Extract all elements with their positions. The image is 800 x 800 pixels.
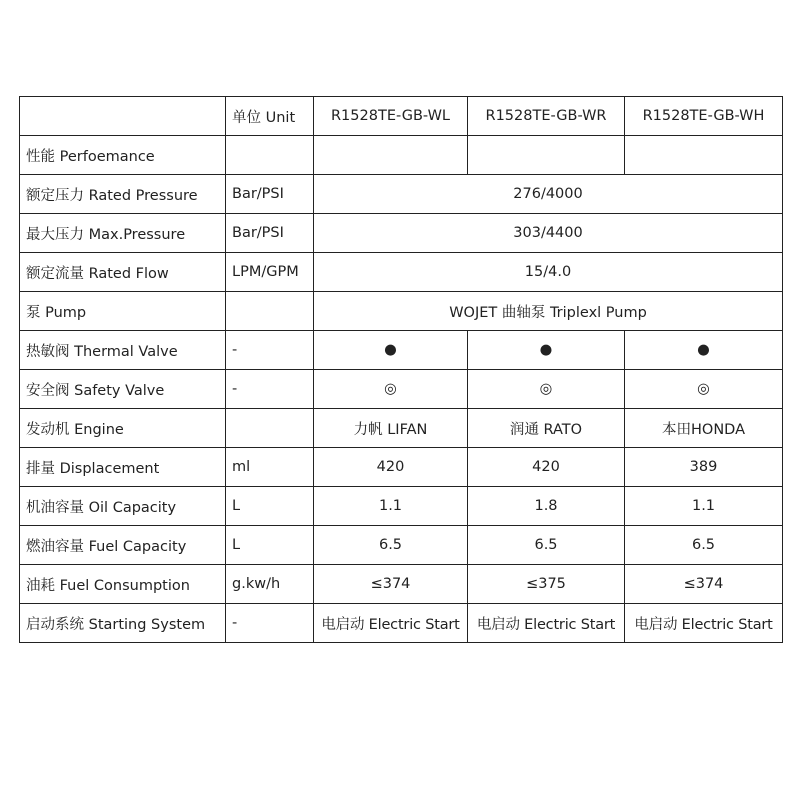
row-unit — [226, 409, 314, 448]
row-unit: - — [226, 331, 314, 370]
row-unit: Bar/PSI — [226, 175, 314, 214]
merged-value-cell: 276/4000 — [314, 175, 783, 214]
filled-dot-icon: ● — [468, 331, 625, 370]
model-header-wr: R1528TE-GB-WR — [468, 97, 625, 136]
cell-wr: ≤375 — [468, 565, 625, 604]
filled-dot-icon: ● — [314, 331, 468, 370]
row-engine — [20, 409, 783, 448]
cell-wh: 6.5 — [625, 526, 783, 565]
row-unit — [226, 136, 314, 175]
row-label: 热敏阀 Thermal Valve — [20, 331, 226, 370]
row-thermal-valve — [20, 331, 783, 370]
filled-dot-icon: ● — [625, 331, 783, 370]
cell-wh: 本田HONDA — [625, 409, 783, 448]
row-unit — [226, 292, 314, 331]
row-rated-flow — [20, 253, 783, 292]
row-performance — [20, 136, 783, 175]
cell-wl: 420 — [314, 448, 468, 487]
row-label: 启动系统 Starting System — [20, 604, 226, 643]
row-label: 发动机 Engine — [20, 409, 226, 448]
cell-wr: 6.5 — [468, 526, 625, 565]
row-label: 额定流量 Rated Flow — [20, 253, 226, 292]
cell-wl: 力帆 LIFAN — [314, 409, 468, 448]
cell-wl: ≤374 — [314, 565, 468, 604]
cell-wh: 389 — [625, 448, 783, 487]
cell-wr: 1.8 — [468, 487, 625, 526]
cell-wr — [468, 136, 625, 175]
row-safety-valve — [20, 370, 783, 409]
row-starting-system — [20, 604, 783, 643]
row-unit: Bar/PSI — [226, 214, 314, 253]
row-label: 安全阀 Safety Valve — [20, 370, 226, 409]
header-row — [20, 97, 783, 136]
bullseye-icon: ◎ — [468, 370, 625, 409]
row-rated-pressure — [20, 175, 783, 214]
header-unit: 单位 Unit — [226, 97, 314, 136]
row-fuel-capacity — [20, 526, 783, 565]
cell-wl — [314, 136, 468, 175]
merged-value-cell: WOJET 曲轴泵 Triplexl Pump — [314, 292, 783, 331]
row-oil-capacity — [20, 487, 783, 526]
row-label: 最大压力 Max.Pressure — [20, 214, 226, 253]
row-label: 泵 Pump — [20, 292, 226, 331]
row-label: 燃油容量 Fuel Capacity — [20, 526, 226, 565]
spec-table — [19, 96, 783, 643]
model-header-wh: R1528TE-GB-WH — [625, 97, 783, 136]
cell-wh — [625, 136, 783, 175]
cell-wl: 电启动 Electric Start — [314, 604, 468, 643]
merged-value-cell: 303/4400 — [314, 214, 783, 253]
row-fuel-consumption — [20, 565, 783, 604]
cell-wh: 1.1 — [625, 487, 783, 526]
cell-wr: 润通 RATO — [468, 409, 625, 448]
bullseye-icon: ◎ — [314, 370, 468, 409]
row-label: 机油容量 Oil Capacity — [20, 487, 226, 526]
row-label: 油耗 Fuel Consumption — [20, 565, 226, 604]
header-corner-cell — [20, 97, 226, 136]
row-unit: LPM/GPM — [226, 253, 314, 292]
row-unit: - — [226, 604, 314, 643]
cell-wr: 420 — [468, 448, 625, 487]
cell-wr: 电启动 Electric Start — [468, 604, 625, 643]
row-displacement — [20, 448, 783, 487]
row-pump — [20, 292, 783, 331]
row-unit: L — [226, 487, 314, 526]
model-header-wl: R1528TE-GB-WL — [314, 97, 468, 136]
row-unit: g.kw/h — [226, 565, 314, 604]
cell-wl: 1.1 — [314, 487, 468, 526]
row-label: 额定压力 Rated Pressure — [20, 175, 226, 214]
cell-wh: ≤374 — [625, 565, 783, 604]
row-max-pressure — [20, 214, 783, 253]
merged-value-cell: 15/4.0 — [314, 253, 783, 292]
cell-wh: 电启动 Electric Start — [625, 604, 783, 643]
row-unit: ml — [226, 448, 314, 487]
row-unit: L — [226, 526, 314, 565]
bullseye-icon: ◎ — [625, 370, 783, 409]
row-label: 性能 Perfoemance — [20, 136, 226, 175]
cell-wl: 6.5 — [314, 526, 468, 565]
row-label: 排量 Displacement — [20, 448, 226, 487]
row-unit: - — [226, 370, 314, 409]
